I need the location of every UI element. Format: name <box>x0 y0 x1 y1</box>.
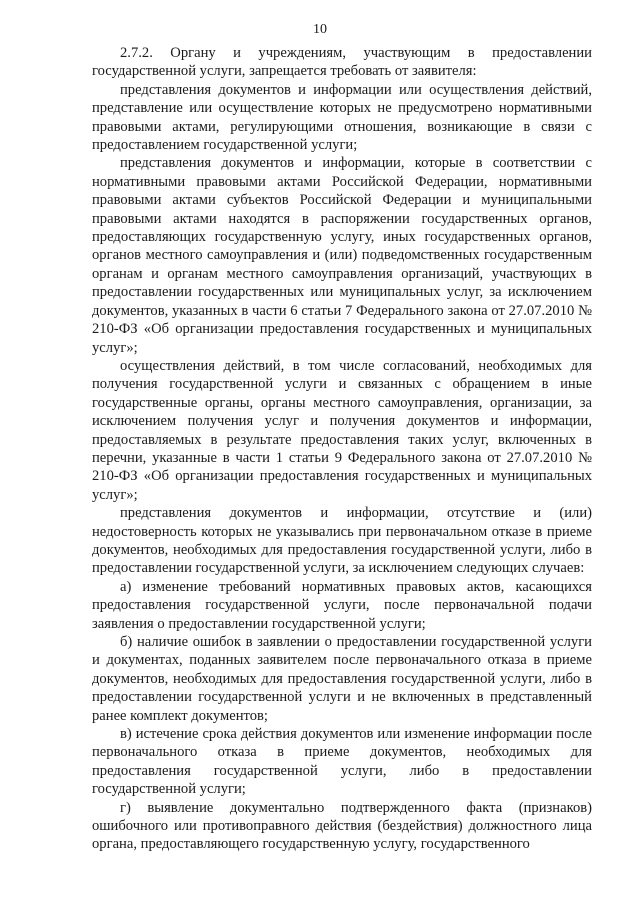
document-body <box>92 44 592 854</box>
paragraph-item-approvals: осуществления действий, в том числе согласований, необходимых для получения государственной услуги и связанных с обращением в иные государственные органы, органы местного самоуправления, организации, за исключением получения услуг и получения документов и информации, предоставляемых в результате предоставления таких услуг, включенных в перечни, указанные в части 1 статьи 9 Федерального закона от 27.07.2010 № 210-ФЗ «Об организации предоставления государственных и муниципальных услуг»; <box>92 357 592 503</box>
paragraph-item-missing-info: представления документов и информации, отсутствие и (или) недостоверность которых не указывались при первоначальном отказе в приеме документов, необходимых для предоставления государственной услуги, либо в предоставлении государственной услуги, за исключением следующих случаев: <box>92 505 592 577</box>
paragraph-item-documents: представления документов и информации, которые в соответствии с нормативными правовыми актами Российской Федерации, нормативными правовыми актами субъектов Российской Федерации и муниципальными правовыми актами находятся в распоряжении государственных органов, предоставляющих государственную услугу, иных государственных органов, органов местного самоуправления и (или) подведомственных государственным органам и органам местного самоуправления организаций, участвующих в предоставлении государственных или муниципальных услуг, за исключением документов, указанных в части 6 статьи 7 Федерального закона от 27.07.2010 № 210-ФЗ «Об организации предоставления государственных и муниципальных услуг»; <box>92 155 592 356</box>
paragraph-case-g: г) выявление документально подтвержденного факта (признаков) ошибочного или противоправного действия (бездействия) должностного лица органа, предоставляющего государственную услугу, государственного <box>92 799 592 853</box>
paragraph-case-a: а) изменение требований нормативных правовых актов, касающихся предоставления государственной услуги, после первоначальной подачи заявления о предоставлении государственной услуги; <box>92 578 592 632</box>
page-number: 10 <box>313 22 327 37</box>
paragraph-item-actions: представления документов и информации или осуществления действий, представление или осуществление которых не предусмотрено нормативными правовыми актами, регулирующими отношения, возникающие в связи с предоставлением государственной услуги; <box>92 81 592 154</box>
paragraph-2-7-2-intro: 2.7.2. Органу и учреждениям, участвующим в предоставлении государственной услуги, запрещается требовать от заявителя: <box>92 45 592 80</box>
paragraph-case-b: б) наличие ошибок в заявлении о предоставлении государственной услуги и документах, поданных заявителем после первоначального отказа в приеме документов, необходимых для предоставления государственной услуги, либо в предоставлении государственной услуги и не включенных в представленный ранее комплект документов; <box>92 634 592 724</box>
paragraph-case-v: в) истечение срока действия документов или изменение информации после первоначального отказа в приеме документов, необходимых для предоставления государственной услуги, либо в предоставлении государственной услуги; <box>92 726 592 798</box>
